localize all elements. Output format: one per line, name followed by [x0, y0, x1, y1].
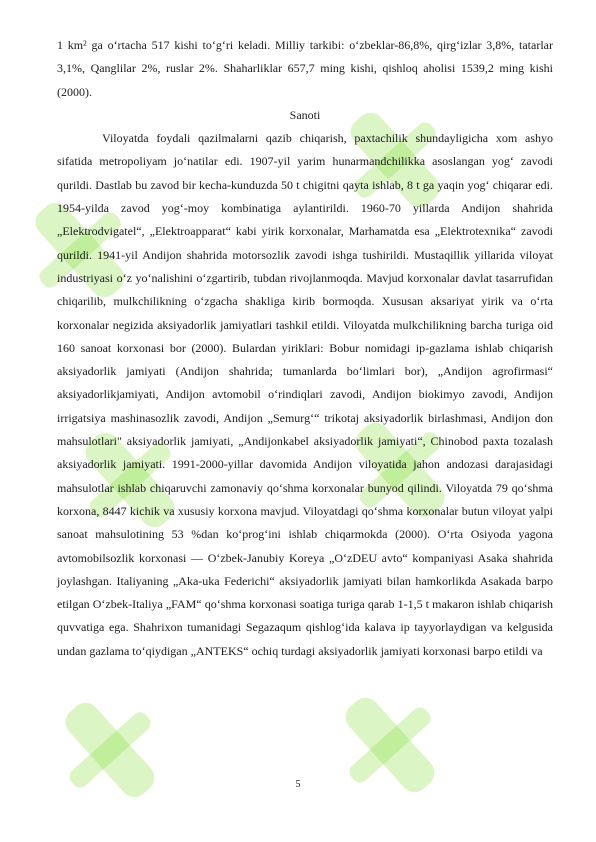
document-body — [57, 34, 553, 663]
page-number: 5 — [295, 779, 301, 790]
body-paragraph: Viloyatda foydali qazilmalarni qazib chiqarish, paxtachilik shundayligicha xom ashyo sifatida metropoliyam joʻnatilar edi. 1907-yil yarim hunarmandchilikka asoslangan yogʻ zavodi qurildi. Dastlab bu zavod bir kecha-kunduzda 50 t chigitni qayta ishlab, 8 t ga yaqin yogʻ chiqarar edi. 1954-yilda zavod yogʻ-moy kombinatiga aylantirildi. 1960-70 yillarda Andijon shahrida „Elektrodvigatel“, „Elektroapparat“ kabi yirik korxonalar, Marhamatda esa „Elektrotexnika“ zavodi qurildi. 1941-yil Andijon shahrida motorsozlik zavodi ishga tushirildi. Mustaqillik yillarida viloyat industriyasi oʻz yoʻnalishini oʻzgartirib, tubdan rivojlanmoqda. Mavjud korxonalar davlat tasarrufidan chiqarilib, mulkchilikning oʻzgacha shakliga kirib bormoqda. Xususan aksariyat yirik va oʻrta korxonalar negizida aksiyadorlik jamiyatlari tashkil etildi. Viloyatda mulkchilikning barcha turiga oid 160 sanoat korxonasi bor (2000). Bulardan yiriklari: Bobur nomidagi ip-gazlama ishlab chiqarish aksiyadorlik jamiyati (Andijon shahrida; tumanlarda boʻlimlari bor), „Andijon agrofirmasi“ aksiyadorlikjamiyati, Andijon avtomobil oʻrindiqlari zavodi, Andijon biokimyo zavodi, Andijon irrigatsiya mashinasozlik zavodi, Andijon „Semurgʻ“ trikotaj aksiyadorlik birlashmasi, Andijon don mahsulotlari" aksiyadorlik jamiyati, „Andijonkabel aksiyadorlik jamiyati“, Chinobod paxta tozalash aksiyadorlik jamiyati. 1991-2000-yillar davomida Andijon viloyatida jahon andozasi darajasidagi mahsulotlar ishlab chiqaruvchi zamonaviy qoʻshma korxonalar bunyod qilindi. Viloyatda 79 qoʻshma korxona, 8447 kichik va xususiy korxona mavjud. Viloyatdagi qoʻshma korxonalar butun viloyat yalpi sanoat mahsulotining 53 %dan koʻprogʻini ishlab chiqarmokda (2000). Oʻrta Osiyoda yagona avtomobilsozlik korxonasi — Oʻzbek-Janubiy Koreya „OʻzDEU avto“ kompaniyasi Asaka shahrida joylashgan. Italiyaning „Aka-uka Federichi“ aksiyadorlik jamiyati bilan hamkorlikda Asakada barpo etilgan Oʻzbek-Italiya „FAM“ qoʻshma korxonasi soatiga turiga qarab 1-1,5 t makaron ishlab chiqarish quvvatiga ega. Shahrixon tumanidagi Segazaqum qishlogʻida kalava ip tayyorlaydigan va kelgusida undan gazlama toʻqiydigan „ANTEKS“ ochiq turdagi aksiyadorlik jamiyati korxonasi barpo etildi va — [57, 131, 553, 658]
section-heading: Sanoti — [289, 107, 321, 122]
intro-paragraph: 1 km² ga oʻrtacha 517 kishi toʻgʻri keladi. Milliy tarkibi: oʻzbeklar-86,8%, qirgʻizlar 3,8%, tatarlar 3,1%, Qanglilar 2%, ruslar 2%. Shaharliklar 657,7 ming kishi, qishloq aholisi 1539,2 ming kishi (2000). — [57, 38, 553, 99]
